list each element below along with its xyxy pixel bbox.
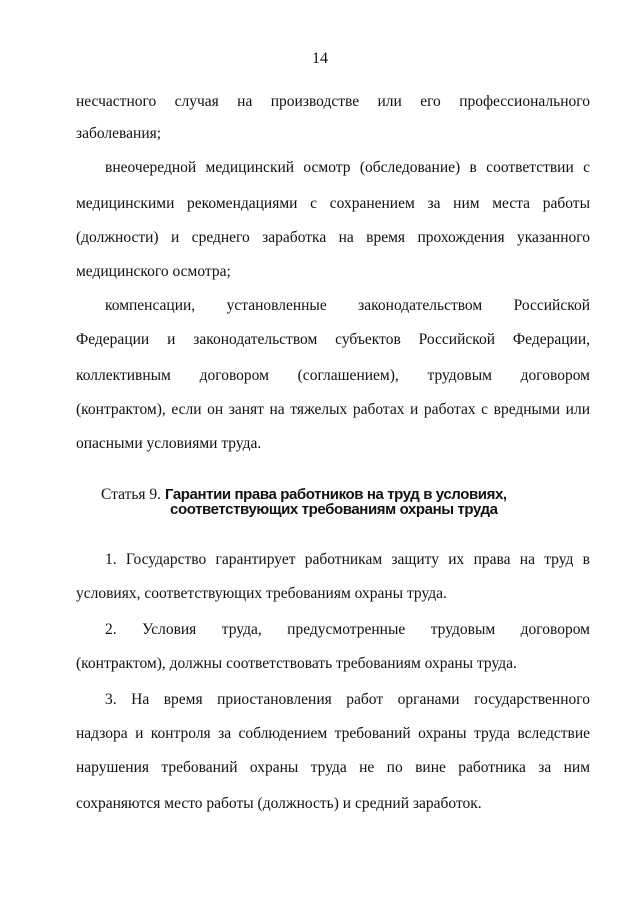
text-line: нарушения требований охраны труда не по вине работника за ним (76, 759, 590, 776)
text-line: опасными условиями труда. (76, 435, 262, 452)
text-line: (должности) и среднего заработка на время прохождения указанного (76, 229, 590, 246)
article-title-line2: соответствующих требованиям охраны труда (170, 501, 498, 518)
text-line: несчастного случая на производстве или его профессионального (76, 93, 590, 110)
text-line: 1. Государство гарантирует работникам защиту их права на труд в (105, 551, 590, 568)
text-line: условиях, соответствующих требованиям охраны труда. (76, 585, 447, 602)
text-line: компенсации, установленные законодательством Российской (105, 297, 590, 314)
text-line: медицинскими рекомендациями с сохранением за ним места работы (76, 195, 590, 212)
text-line: сохраняются место работы (должность) и средний заработок. (76, 795, 482, 812)
text-line: (контрактом), должны соответствовать требованиям охраны труда. (76, 655, 517, 672)
text-line: 3. На время приостановления работ органами государственного (105, 691, 590, 708)
text-line: внеочередной медицинский осмотр (обследование) в соответствии с (105, 159, 590, 176)
text-line: заболевания; (76, 125, 162, 142)
article-title-line1: Гарантии права работников на труд в условиях, (164, 486, 507, 503)
page-number: 14 (312, 50, 328, 67)
text-line: надзора и контроля за соблюдением требований охраны труда вследствие (76, 725, 590, 742)
text-line: 2. Условия труда, предусмотренные трудовым договором (105, 621, 590, 638)
text-line: коллективным договором (соглашением), трудовым договором (76, 367, 590, 384)
text-line: Федерации и законодательством субъектов Российской Федерации, (76, 331, 590, 348)
article-prefix: Статья 9. (101, 486, 162, 503)
text-line: медицинского осмотра; (76, 263, 231, 280)
text-line: (контрактом), если он занят на тяжелых работах и работах с вредными или (76, 401, 590, 418)
